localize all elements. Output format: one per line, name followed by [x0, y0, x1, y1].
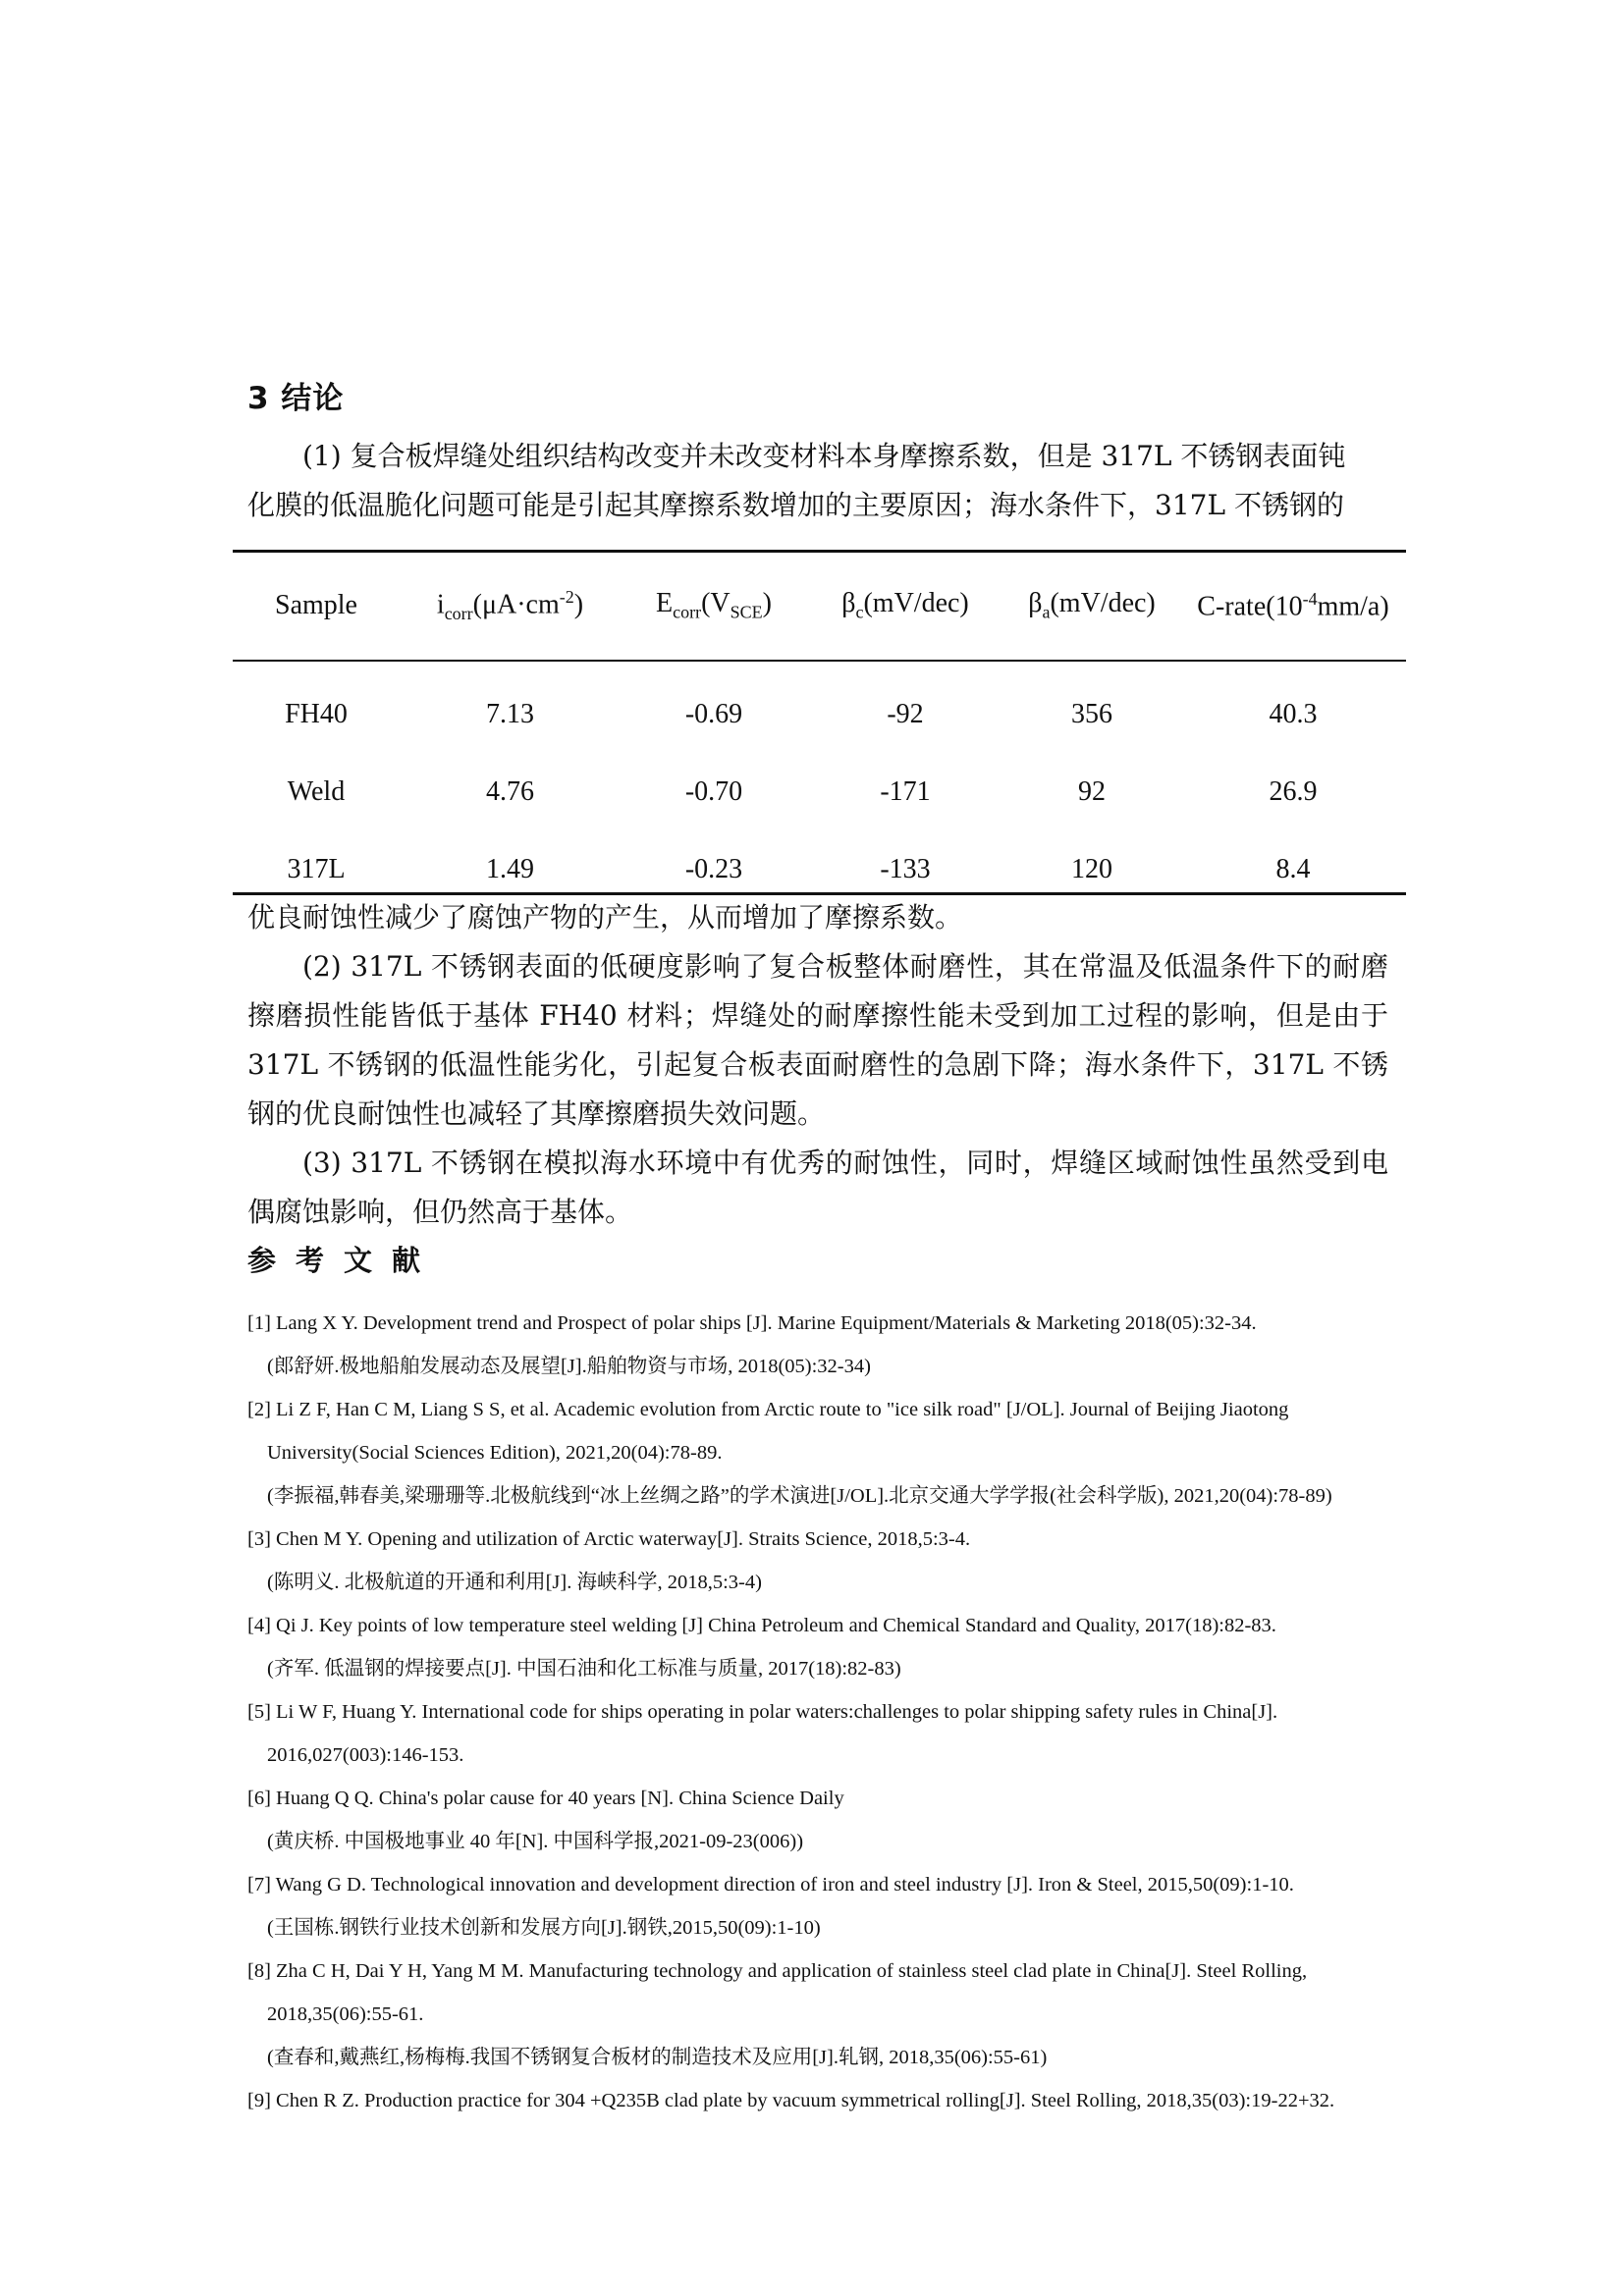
reference-en: [1] Lang X Y. Development trend and Prospect of polar ships [J]. Marine Equipment/Materials & Marketing 2018(05):32-34.: [247, 1312, 1257, 1334]
header-beta-a: $\beta_a(mV/dec)$: [1028, 588, 1156, 622]
reference-en: [6] Huang Q Q. China's polar cause for 40 years [N]. China Science Daily: [247, 1788, 844, 1809]
cell-beta-c: -92: [887, 698, 924, 729]
header-c-rate: $C-rate(10^{-4}mm/a)$: [1197, 588, 1389, 622]
cell-icorr: 7.13: [486, 698, 534, 729]
reference-item: [247, 1949, 1388, 2079]
section-heading-conclusion: 3 结论: [247, 381, 345, 416]
conclusion-p1-line2: 化膜的低温脆化问题可能是引起其摩擦系数增加的主要原因；海水条件下，317L 不锈钢的: [247, 489, 1344, 521]
reference-en: [4] Qi J. Key points of low temperature steel welding [J] China Petroleum and Chemical Standard and Quality, 2017(18):82-83.: [247, 1615, 1276, 1636]
cell-icorr: 1.49: [486, 853, 534, 884]
reference-en: [5] Li W F, Huang Y. International code for ships operating in polar waters:challenges to polar shipping safety rules in China[J].: [247, 1701, 1278, 1723]
reference-cn: (齐军. 低温钢的焊接要点[J]. 中国石油和化工标准与质量, 2017(18):82-83): [267, 1658, 901, 1680]
reference-cn: (陈明义. 北极航道的开通和利用[J]. 海峡科学, 2018,5:3-4): [267, 1572, 762, 1593]
table-top-rule: [233, 550, 1406, 553]
table-row: [233, 675, 1406, 753]
cell-beta-a: 92: [1078, 775, 1106, 807]
reference-item: [247, 1518, 1388, 1604]
table-header: [233, 561, 1406, 650]
reference-en-continued: 2016,027(003):146-153.: [267, 1744, 464, 1766]
cell-c-rate: 26.9: [1269, 775, 1318, 807]
reference-item: [247, 1388, 1388, 1518]
table-body: [233, 675, 1406, 908]
cell-icorr: 4.76: [486, 775, 534, 807]
conclusion-p1-line1: (1) 复合板焊缝处组织结构改变并未改变材料本身摩擦系数，但是 317L 不锈钢表面钝: [302, 440, 1346, 472]
table-middle-rule: [233, 660, 1406, 662]
header-icorr: $i_{corr}(\mu A\cdot cm^{-2})$: [436, 587, 584, 623]
reference-item: [247, 2079, 1388, 2122]
cell-c-rate: 40.3: [1269, 698, 1318, 729]
cell-beta-a: 356: [1071, 698, 1112, 729]
reference-en: [8] Zha C H, Dai Y H, Yang M M. Manufacturing technology and application of stainless steel clad plate in China[J]. Steel Rolling,: [247, 1960, 1308, 1982]
header-ecorr: $E_{corr}(V_{SCE})$: [656, 588, 772, 622]
cell-sample: Weld: [287, 775, 346, 807]
reference-en: [3] Chen M Y. Opening and utilization of Arctic waterway[J]. Straits Science, 2018,5:3-4.: [247, 1528, 971, 1550]
header-beta-c: $\beta_c(mV/dec)$: [841, 588, 969, 622]
cell-ecorr: -0.70: [684, 775, 743, 807]
conclusion-paragraph-2: (2) 317L 不锈钢表面的低硬度影响了复合板整体耐磨性，其在常温及低温条件下的耐磨擦磨损性能皆低于基体 FH40 材料；焊缝处的耐摩擦性能未受到加工过程的影响，但是由于 317L 不锈钢的低温性能劣化，引起复合板表面耐磨性的急剧下降；海水条件下，317L 不锈钢的优良耐蚀性也减轻了其摩擦磨损失效问题。: [247, 950, 1388, 1130]
cell-beta-a: 120: [1071, 853, 1112, 884]
reference-cn: (王国栋.钢铁行业技术创新和发展方向[J].钢铁,2015,50(09):1-10): [267, 1917, 821, 1939]
cell-ecorr: -0.23: [684, 853, 743, 884]
reference-cn: (李振福,韩春美,梁珊珊等.北极航线到“冰上丝绸之路”的学术演进[J/OL].北京交通大学学报(社会科学版), 2021,20(04):78-89): [267, 1485, 1332, 1507]
reference-cn: (黄庆桥. 中国极地事业 40 年[N]. 中国科学报,2021-09-23(006)): [267, 1831, 804, 1852]
reference-item: [247, 1604, 1388, 1690]
conclusion-p1-line3: 优良耐蚀性减少了腐蚀产物的产生，从而增加了摩擦系数。: [247, 901, 963, 934]
cell-c-rate: 8.4: [1275, 853, 1311, 884]
table-row: [233, 753, 1406, 830]
reference-cn: (郎舒妍.极地船舶发展动态及展望[J].船舶物资与市场, 2018(05):32-34): [267, 1356, 871, 1377]
reference-item: [247, 1302, 1388, 1388]
reference-list: [247, 1302, 1388, 2122]
reference-cn: (查春和,戴燕红,杨梅梅.我国不锈钢复合板材的制造技术及应用[J].轧钢, 2018,35(06):55-61): [267, 2047, 1048, 2068]
references-heading: 参考文献: [247, 1244, 441, 1277]
cell-sample: FH40: [285, 698, 348, 729]
reference-en-continued: 2018,35(06):55-61.: [267, 2003, 424, 2025]
reference-en: [2] Li Z F, Han C M, Liang S S, et al. Academic evolution from Arctic route to "ice silk road" [J/OL]. Journal of Beijing Jiaotong: [247, 1399, 1289, 1420]
reference-en: [9] Chen R Z. Production practice for 304 +Q235B clad plate by vacuum symmetrical rolling[J]. Steel Rolling, 2018,35(03):19-22+32.: [247, 2090, 1335, 2111]
cell-beta-c: -171: [880, 775, 931, 807]
header-sample: Sample: [275, 590, 357, 620]
conclusion-paragraph-3: (3) 317L 不锈钢在模拟海水环境中有优秀的耐蚀性，同时，焊缝区域耐蚀性虽然受到电偶腐蚀影响，但仍然高于基体。: [247, 1147, 1388, 1228]
reference-item: [247, 1690, 1388, 1777]
cell-beta-c: -133: [880, 853, 931, 884]
reference-en-continued: University(Social Sciences Edition), 2021,20(04):78-89.: [267, 1442, 723, 1464]
reference-item: [247, 1777, 1388, 1863]
cell-ecorr: -0.69: [684, 698, 743, 729]
reference-en: [7] Wang G D. Technological innovation and development direction of iron and steel industry [J]. Iron & Steel, 2015,50(09):1-10.: [247, 1874, 1294, 1896]
cell-sample: 317L: [287, 853, 346, 884]
reference-item: [247, 1863, 1388, 1949]
